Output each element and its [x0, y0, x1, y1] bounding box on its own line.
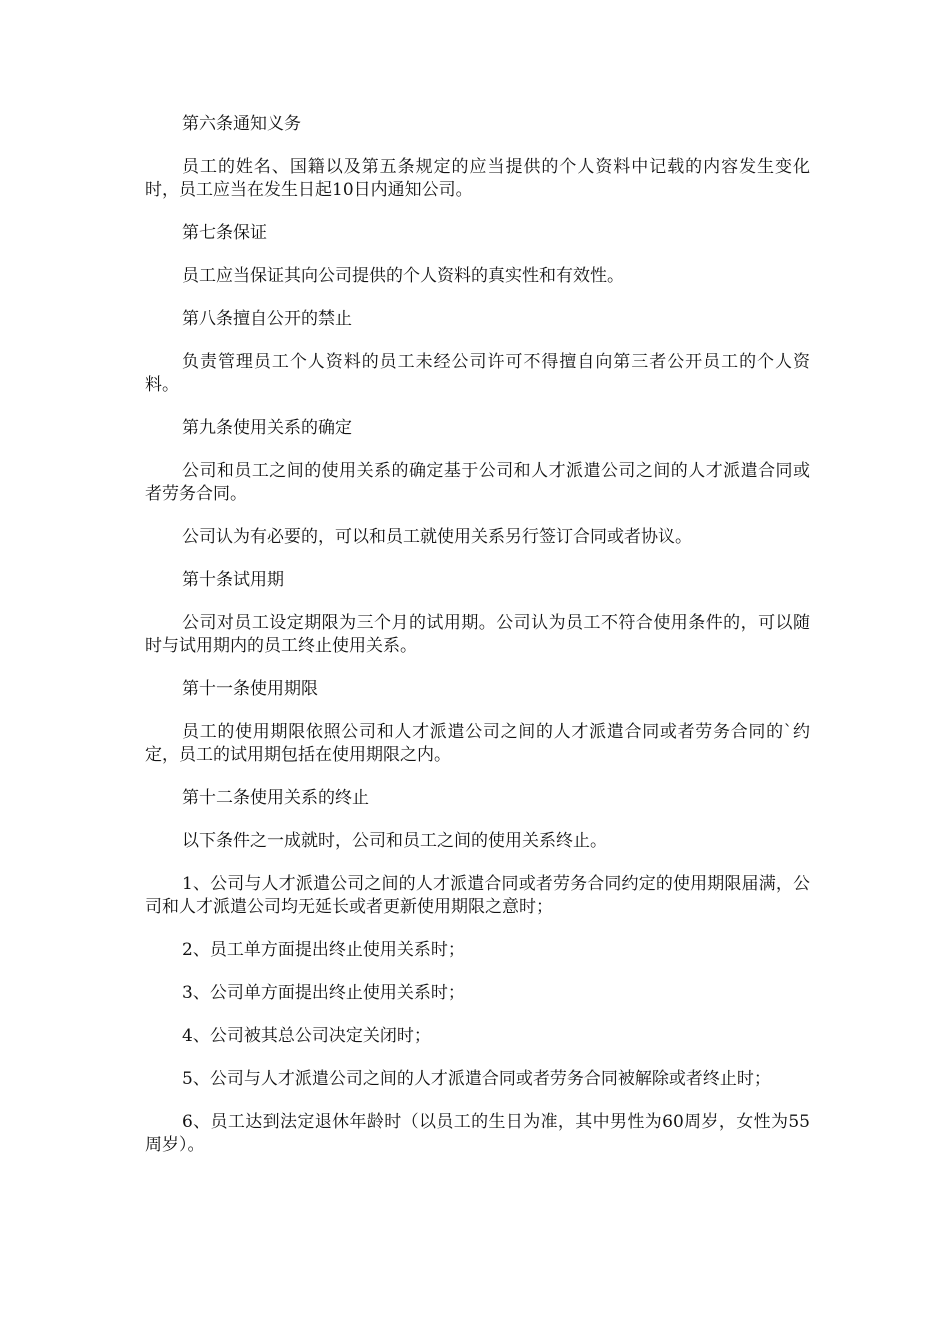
article-12-heading: 第十二条使用关系的终止	[182, 788, 369, 808]
article-9-paragraph-1: 公司和员工之间的使用关系的确定基于公司和人才派遣公司之间的人才派遣合同或者劳务合同。	[145, 461, 810, 504]
article-8-heading: 第八条擅自公开的禁止	[182, 309, 352, 329]
article-11-heading: 第十一条使用期限	[182, 679, 318, 699]
article-6-heading: 第六条通知义务	[182, 114, 301, 134]
document-body	[145, 113, 810, 1177]
article-9-heading: 第九条使用关系的确定	[182, 418, 352, 438]
article-12-item-3: 3、公司单方面提出终止使用关系时；	[182, 983, 465, 1003]
article-10-paragraph: 公司对员工设定期限为三个月的试用期。公司认为员工不符合使用条件的，可以随时与试用期内的员工终止使用关系。	[145, 613, 810, 656]
article-7-paragraph: 员工应当保证其向公司提供的个人资料的真实性和有效性。	[182, 266, 624, 286]
article-7-heading: 第七条保证	[182, 223, 267, 243]
article-12-item-1: 1、公司与人才派遣公司之间的人才派遣合同或者劳务合同约定的使用期限届满，公司和人才派遣公司均无延长或者更新使用期限之意时；	[145, 874, 810, 917]
article-6-paragraph: 员工的姓名、国籍以及第五条规定的应当提供的个人资料中记载的内容发生变化时，员工应当在发生日起10日内通知公司。	[145, 157, 810, 200]
article-10-heading: 第十条试用期	[182, 570, 284, 590]
article-12-item-2: 2、员工单方面提出终止使用关系时；	[182, 940, 465, 960]
article-11-paragraph: 员工的使用期限依照公司和人才派遣公司之间的人才派遣合同或者劳务合同的`约定，员工的试用期包括在使用期限之内。	[145, 722, 810, 765]
article-8-paragraph: 负责管理员工个人资料的员工未经公司许可不得擅自向第三者公开员工的个人资料。	[145, 352, 810, 395]
article-12-item-5: 5、公司与人才派遣公司之间的人才派遣合同或者劳务合同被解除或者终止时；	[182, 1069, 771, 1089]
article-12-intro: 以下条件之一成就时，公司和员工之间的使用关系终止。	[182, 831, 607, 851]
article-9-paragraph-2: 公司认为有必要的，可以和员工就使用关系另行签订合同或者协议。	[182, 527, 692, 547]
article-12-item-4: 4、公司被其总公司决定关闭时；	[182, 1026, 431, 1046]
article-12-item-6: 6、员工达到法定退休年龄时（以员工的生日为准，其中男性为60周岁，女性为55周岁）。	[145, 1112, 810, 1155]
